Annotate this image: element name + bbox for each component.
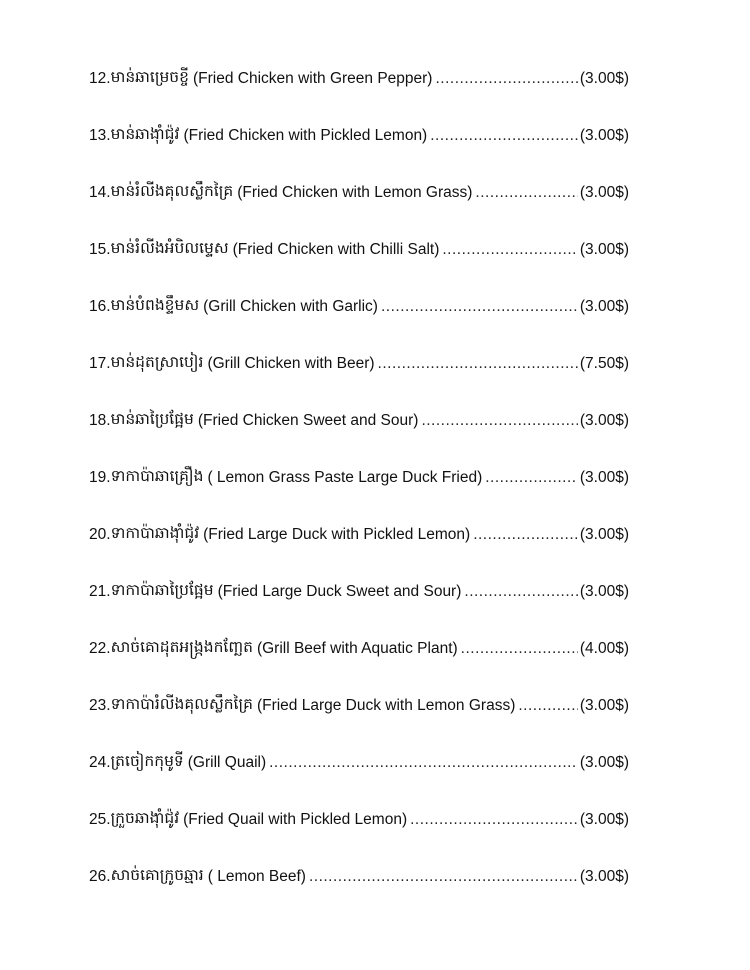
item-price: (3.00$): [579, 468, 629, 486]
menu-item: [89, 107, 629, 164]
item-number: 25.: [89, 810, 111, 828]
item-number: 14.: [89, 183, 111, 201]
item-english-name: (Fried Chicken Sweet and Sour): [197, 411, 419, 429]
item-number: 13.: [89, 126, 111, 144]
menu-item: [89, 392, 629, 449]
menu-list: [89, 50, 629, 905]
item-english-name: (Grill Chicken with Garlic): [203, 297, 378, 315]
item-english-name: ( Lemon Grass Paste Large Duck Fried): [207, 468, 483, 486]
item-price: (7.50$): [579, 354, 629, 372]
item-khmer-name: មាន់ដុតស្រាបៀរ: [110, 354, 204, 371]
item-khmer-name: មាន់ឆាង៉ាំជ៉ូវ: [110, 126, 180, 143]
dot-leader: [485, 469, 578, 487]
menu-item: [89, 164, 629, 221]
item-khmer-name: មាន់ឆាម្រេចខ្ចី: [110, 69, 189, 86]
menu-item: [89, 506, 629, 563]
menu-item: [89, 563, 629, 620]
menu-item: [89, 449, 629, 506]
item-number: 21.: [89, 582, 111, 600]
dot-leader: [475, 184, 577, 202]
item-khmer-name: ទាកាប៉ាឆាគ្រឿង: [110, 468, 204, 485]
dot-leader: [378, 355, 578, 373]
item-english-name: (Fried Large Duck with Lemon Grass): [256, 696, 516, 714]
item-english-name: (Fried Large Duck Sweet and Sour): [217, 582, 462, 600]
menu-item: [89, 848, 629, 905]
dot-leader: [381, 298, 578, 316]
menu-item: [89, 734, 629, 791]
dot-leader: [269, 754, 578, 772]
item-price: (3.00$): [579, 240, 629, 258]
item-english-name: (Grill Chicken with Beer): [207, 354, 375, 372]
item-price: (3.00$): [579, 753, 629, 771]
menu-item: [89, 791, 629, 848]
dot-leader: [410, 811, 578, 829]
item-number: 19.: [89, 468, 111, 486]
menu-item: [89, 278, 629, 335]
item-english-name: ( Lemon Beef): [207, 867, 306, 885]
item-number: 16.: [89, 297, 111, 315]
item-khmer-name: សាច់គោដុតអង្រ្កងកញ្ឆែត: [110, 639, 253, 656]
item-number: 26.: [89, 867, 111, 885]
menu-item: [89, 221, 629, 278]
item-english-name: (Fried Chicken with Lemon Grass): [237, 183, 473, 201]
item-price: (3.00$): [579, 69, 629, 87]
item-khmer-name: សាច់គោក្រូចឆ្មារ: [110, 867, 204, 884]
item-khmer-name: ក្រួចឆាង៉ាំជ៉ូវ: [110, 810, 180, 827]
item-khmer-name: មាន់រំលីងគុលស្លឹកគ្រៃ: [110, 183, 234, 200]
item-english-name: (Grill Quail): [187, 753, 267, 771]
item-khmer-name: ទាកាប៉ាឆាប្រៃផ្អែម: [110, 582, 214, 599]
item-number: 18.: [89, 411, 111, 429]
item-number: 22.: [89, 639, 111, 657]
item-english-name: (Fried Quail with Pickled Lemon): [183, 810, 408, 828]
item-number: 20.: [89, 525, 111, 543]
item-khmer-name: ទាកាប៉ារំលីងគុលស្លឹកគ្រៃ: [110, 696, 253, 713]
item-price: (3.00$): [579, 810, 629, 828]
menu-item: [89, 335, 629, 392]
dot-leader: [473, 526, 578, 544]
item-khmer-name: មាន់ឆាប្រៃផ្អែម: [110, 411, 194, 428]
item-price: (3.00$): [579, 696, 629, 714]
item-english-name: (Grill Beef with Aquatic Plant): [256, 639, 458, 657]
dot-leader: [435, 70, 577, 88]
item-khmer-name: មាន់បំពងខ្ទឹមស: [110, 297, 200, 314]
menu-item: [89, 620, 629, 677]
item-english-name: (Fried Large Duck with Pickled Lemon): [203, 525, 471, 543]
item-price: (3.00$): [579, 297, 629, 315]
item-khmer-name: ទាកាប៉ាឆាង៉ាំជ៉ូវ: [110, 525, 200, 542]
item-price: (3.00$): [579, 525, 629, 543]
menu-item: [89, 50, 629, 107]
dot-leader: [461, 640, 578, 658]
item-english-name: (Fried Chicken with Chilli Salt): [232, 240, 440, 258]
item-khmer-name: ត្រចៀកកុមូទី: [110, 753, 184, 770]
dot-leader: [421, 412, 577, 430]
dot-leader: [442, 241, 578, 259]
item-price: (3.00$): [579, 411, 629, 429]
item-price: (3.00$): [579, 183, 629, 201]
item-number: 12.: [89, 69, 111, 87]
item-price: (3.00$): [579, 582, 629, 600]
item-number: 15.: [89, 240, 111, 258]
item-khmer-name: មាន់រំលីងអំបិលម្ទេស: [110, 240, 229, 257]
item-number: 17.: [89, 354, 111, 372]
menu-item: [89, 677, 629, 734]
item-english-name: (Fried Chicken with Green Pepper): [192, 69, 433, 87]
item-number: 23.: [89, 696, 111, 714]
dot-leader: [518, 697, 578, 715]
item-price: (3.00$): [579, 126, 629, 144]
item-price: (3.00$): [579, 867, 629, 885]
dot-leader: [464, 583, 577, 601]
dot-leader: [430, 127, 578, 145]
dot-leader: [309, 868, 578, 886]
item-number: 24.: [89, 753, 111, 771]
item-english-name: (Fried Chicken with Pickled Lemon): [183, 126, 428, 144]
item-price: (4.00$): [579, 639, 629, 657]
